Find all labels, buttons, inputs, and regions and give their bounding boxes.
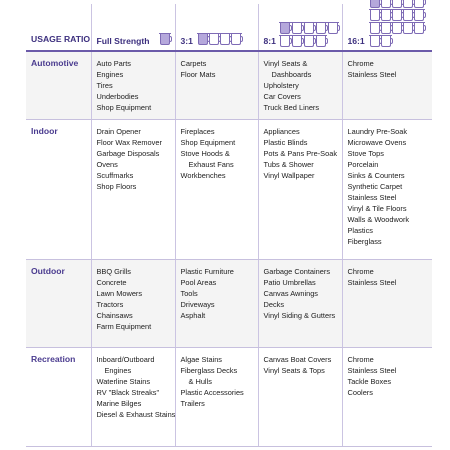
use-item: Tractors xyxy=(96,299,124,309)
usage-ratio-header xyxy=(26,4,91,51)
use-item: Algae Stains xyxy=(180,354,222,364)
header-16-1 xyxy=(342,4,432,51)
measuring-cup-icon xyxy=(231,34,241,45)
row-label-recreation: Recreation xyxy=(26,347,91,446)
use-item: Driveways xyxy=(180,299,215,309)
use-item: Stainless Steel xyxy=(347,70,397,80)
use-item: Walls & Woodwork xyxy=(347,215,410,225)
use-item: Truck Bed Liners xyxy=(263,103,320,113)
cell-recreation-8-1 xyxy=(258,347,342,446)
ratio-label-16-1: 16:1 xyxy=(347,36,365,46)
use-item: Farm Equipment xyxy=(96,321,152,331)
use-item: Plastic Accessories xyxy=(180,387,244,397)
use-item: Floor Wax Remover xyxy=(96,137,162,147)
header-3-1 xyxy=(175,4,258,51)
measuring-cup-icon xyxy=(414,10,424,21)
row-label-indoor: Indoor xyxy=(26,119,91,259)
use-item: Vinyl Wallpaper xyxy=(263,170,315,180)
measuring-cup-icon xyxy=(316,36,326,47)
use-item: Workbenches xyxy=(180,170,226,180)
use-item: Pool Areas xyxy=(180,277,217,287)
cell-indoor-16-1 xyxy=(342,119,432,259)
row-label-automotive: Automotive xyxy=(26,51,91,119)
use-item: Tires xyxy=(96,81,113,91)
use-item: Stove Hoods & xyxy=(180,148,230,158)
cell-recreation-full-strength xyxy=(91,347,175,446)
use-item: Inboard/Outboard xyxy=(96,354,155,364)
measuring-cup-icon xyxy=(370,36,380,47)
cell-outdoor-16-1 xyxy=(342,259,432,347)
measuring-cup-icon xyxy=(414,0,424,8)
use-item: Coolers xyxy=(347,387,373,397)
use-item: Drain Opener xyxy=(96,126,141,136)
use-item: Vinyl & Tile Floors xyxy=(347,204,407,214)
measuring-cup-icon xyxy=(370,23,380,34)
use-item: Tubs & Shower xyxy=(263,159,314,169)
use-item: Concrete xyxy=(96,277,127,287)
use-item: Tackle Boxes xyxy=(347,376,392,386)
use-item: Marine Bilges xyxy=(96,398,142,408)
cell-outdoor-3-1 xyxy=(175,259,258,347)
cell-outdoor-full-strength xyxy=(91,259,175,347)
use-item: Patio Umbrellas xyxy=(263,277,316,287)
header-8-1 xyxy=(258,4,342,51)
cell-outdoor-8-1 xyxy=(258,259,342,347)
cell-indoor-3-1 xyxy=(175,119,258,259)
cell-indoor-full-strength xyxy=(91,119,175,259)
cell-automotive-8-1 xyxy=(258,51,342,119)
cell-indoor-8-1 xyxy=(258,119,342,259)
use-item: Engines xyxy=(104,365,132,375)
cups-3-1 xyxy=(198,34,258,45)
measuring-cup-icon xyxy=(292,36,302,47)
measuring-cup-icon xyxy=(280,23,290,34)
use-item: Fiberglass xyxy=(347,237,382,247)
cell-automotive-full-strength xyxy=(91,51,175,119)
measuring-cup-icon xyxy=(381,0,391,8)
use-item: Ovens xyxy=(96,159,118,169)
cell-automotive-16-1 xyxy=(342,51,432,119)
use-item: Car Covers xyxy=(263,92,301,102)
use-item: & Hulls xyxy=(188,376,212,386)
use-item: Synthetic Carpet xyxy=(347,181,403,191)
measuring-cup-icon xyxy=(292,23,302,34)
use-item: Pots & Pans Pre-Soak xyxy=(263,148,338,158)
measuring-cup-icon xyxy=(280,36,290,47)
measuring-cup-icon xyxy=(316,23,326,34)
measuring-cup-icon xyxy=(160,34,170,45)
use-item: Floor Mats xyxy=(180,70,216,80)
measuring-cup-icon xyxy=(403,0,413,8)
use-item: Shop Equipment xyxy=(180,137,236,147)
use-item: Fiberglass Decks xyxy=(180,365,238,375)
use-item: Chrome xyxy=(347,59,374,68)
use-item: Diesel & Exhaust Stains xyxy=(96,409,176,419)
use-item: Exhaust Fans xyxy=(188,159,234,169)
use-item: Vinyl Siding & Gutters xyxy=(263,310,336,320)
use-item: Vinyl Seats & Tops xyxy=(263,365,325,375)
use-item: Plastic Blinds xyxy=(263,137,308,147)
use-item: Microwave Ovens xyxy=(347,137,407,147)
use-item: Scuffmarks xyxy=(96,170,134,180)
use-item: Chrome xyxy=(347,354,374,364)
use-item: Canvas Boat Covers xyxy=(263,354,332,364)
use-item: Garbage Disposals xyxy=(96,148,160,158)
measuring-cup-icon xyxy=(209,34,219,45)
use-item: Porcelain xyxy=(347,159,379,169)
measuring-cup-icon xyxy=(220,34,230,45)
use-item: Laundry Pre-Soak xyxy=(347,126,408,136)
measuring-cup-icon xyxy=(403,23,413,34)
use-item: Chrome xyxy=(347,266,374,276)
measuring-cup-icon xyxy=(403,10,413,21)
use-item: Carpets xyxy=(180,59,207,68)
measuring-cup-icon xyxy=(381,23,391,34)
measuring-cup-icon xyxy=(392,23,402,34)
header-row xyxy=(26,4,432,51)
ratio-label-3-1: 3:1 xyxy=(180,36,193,46)
cell-automotive-3-1 xyxy=(175,51,258,119)
use-item: Garbage Containers xyxy=(263,266,331,276)
ratio-label-8-1: 8:1 xyxy=(263,36,276,46)
use-item: Plastic Furniture xyxy=(180,266,234,276)
use-item: Fireplaces xyxy=(180,126,215,136)
use-item: Stove Tops xyxy=(347,148,384,158)
use-item: Upholstery xyxy=(263,81,299,91)
ratio-label-full-strength: Full Strength xyxy=(96,36,150,46)
measuring-cup-icon xyxy=(328,23,338,34)
use-item: Engines xyxy=(96,70,124,80)
use-item: Plastics xyxy=(347,226,373,236)
use-item: Stainless Steel xyxy=(347,365,397,375)
use-item: Chainsaws xyxy=(96,310,133,320)
use-item: Dashboards xyxy=(271,70,312,80)
measuring-cup-icon xyxy=(304,36,314,47)
use-item: Tools xyxy=(180,288,198,298)
use-item: Appliances xyxy=(263,126,300,136)
use-item: Waterline Stains xyxy=(96,376,151,386)
measuring-cup-icon xyxy=(414,23,424,34)
row-label-outdoor: Outdoor xyxy=(26,259,91,347)
header-full-strength xyxy=(91,4,175,51)
usage-ratio-table xyxy=(26,4,432,447)
cups-full-strength xyxy=(160,34,170,45)
measuring-cup-icon xyxy=(381,10,391,21)
row-recreation xyxy=(26,347,432,446)
measuring-cup-icon xyxy=(370,0,380,8)
use-item: Lawn Mowers xyxy=(96,288,143,298)
use-item: Asphalt xyxy=(180,310,206,320)
use-item: Stainless Steel xyxy=(347,193,397,203)
use-item: Shop Floors xyxy=(96,181,137,191)
use-item: Trailers xyxy=(180,398,205,408)
use-item: BBQ Grills xyxy=(96,266,131,276)
use-item: Vinyl Seats & xyxy=(263,59,308,68)
row-automotive xyxy=(26,51,432,119)
use-item: Underbodies xyxy=(96,92,139,102)
measuring-cup-icon xyxy=(304,23,314,34)
row-indoor xyxy=(26,119,432,259)
use-item: Decks xyxy=(263,299,285,309)
use-item: RV "Black Streaks" xyxy=(96,387,160,397)
use-item: Auto Parts xyxy=(96,59,132,68)
measuring-cup-icon xyxy=(370,10,380,21)
measuring-cup-icon xyxy=(392,0,402,8)
usage-ratio-label: USAGE RATIO xyxy=(31,34,91,44)
cups-16-1 xyxy=(370,0,434,47)
cups-8-1 xyxy=(280,23,342,47)
use-item: Sinks & Counters xyxy=(347,170,405,180)
row-outdoor xyxy=(26,259,432,347)
measuring-cup-icon xyxy=(198,34,208,45)
use-item: Canvas Awnings xyxy=(263,288,319,298)
cell-recreation-3-1 xyxy=(175,347,258,446)
use-item: Stainless Steel xyxy=(347,277,397,287)
cell-recreation-16-1 xyxy=(342,347,432,446)
measuring-cup-icon xyxy=(392,10,402,21)
measuring-cup-icon xyxy=(381,36,391,47)
use-item: Shop Equipment xyxy=(96,103,152,113)
